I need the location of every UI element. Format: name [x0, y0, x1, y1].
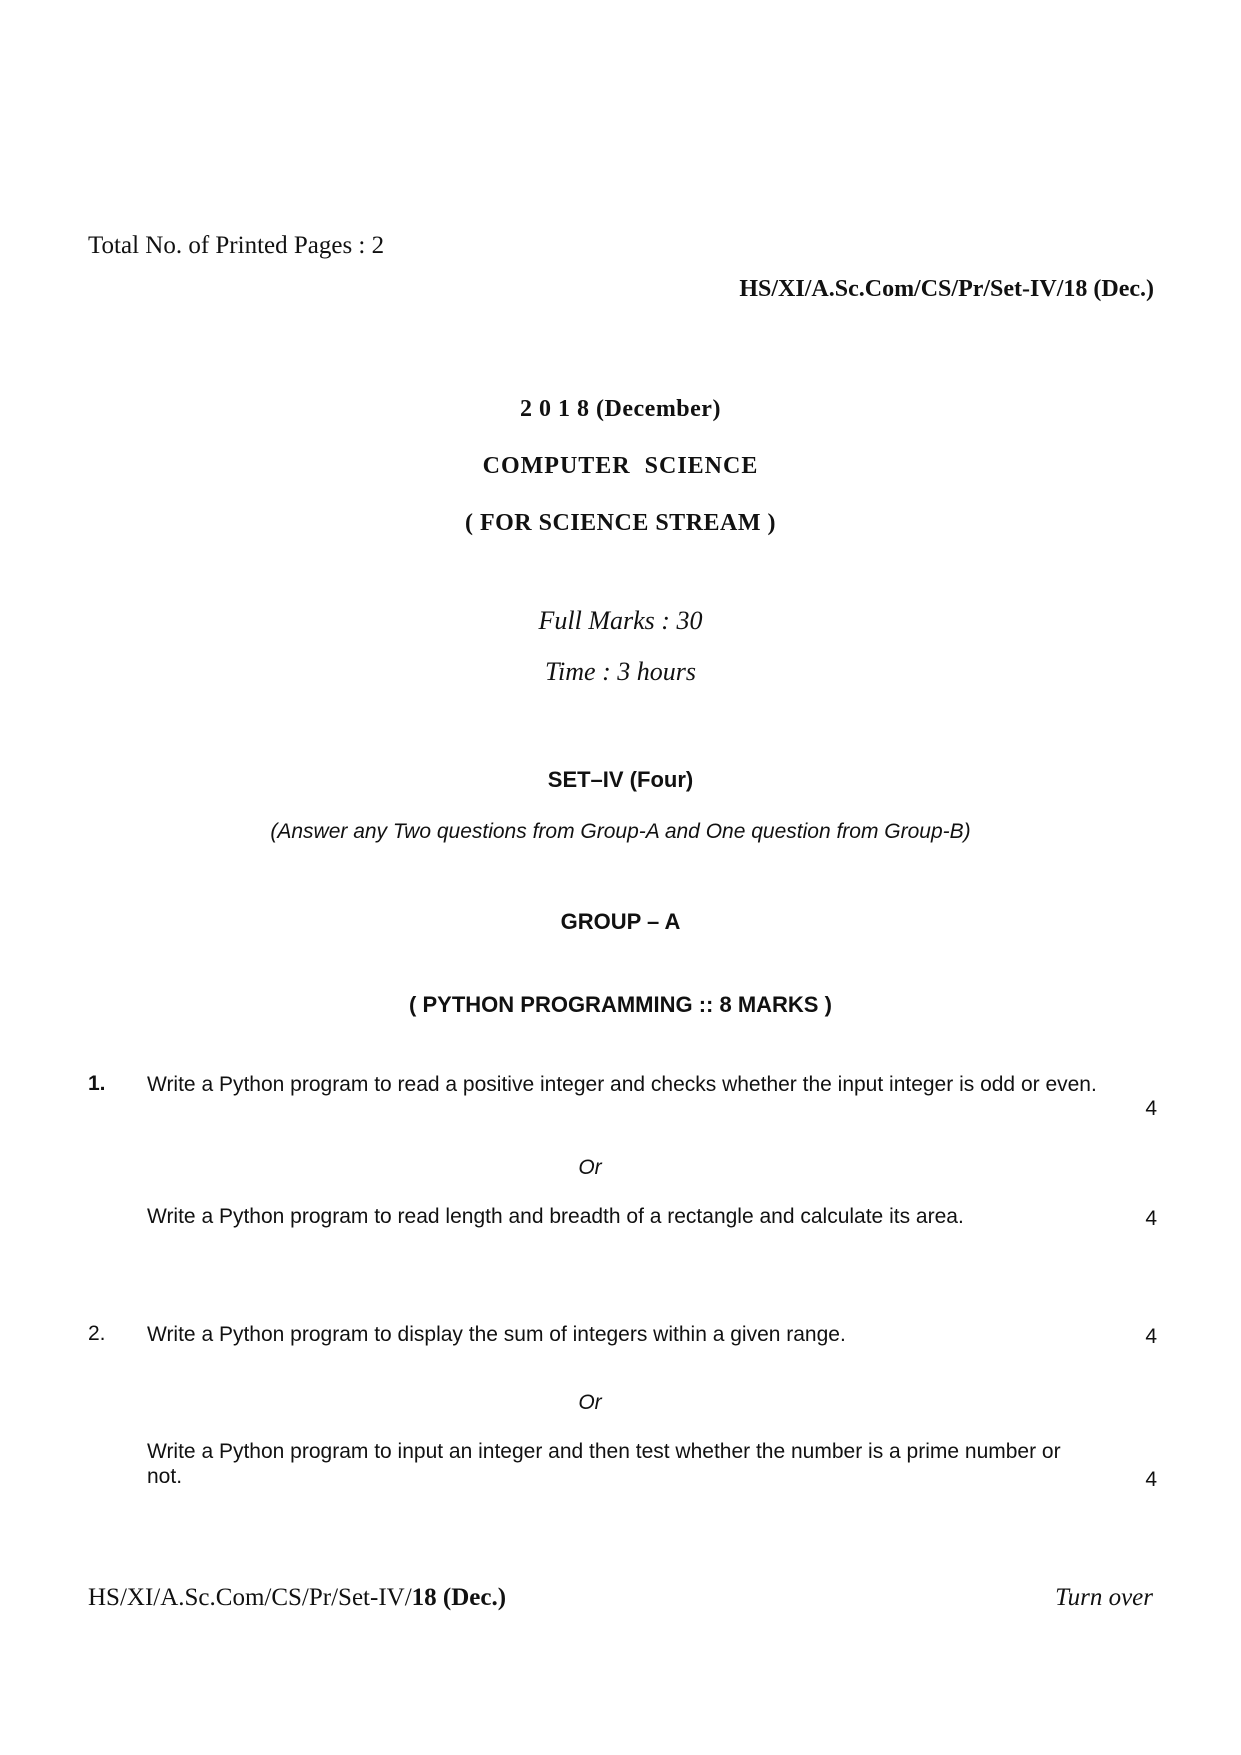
exam-time: Time : 3 hours: [545, 657, 696, 686]
question-marks: 4: [1145, 1325, 1157, 1348]
paper-code-prefix: HS/XI/A.Sc.Com/CS/Pr/Set-IV/: [88, 1584, 412, 1611]
section-heading: ( PYTHON PROGRAMMING :: 8 MARKS ): [409, 992, 832, 1017]
alternative-question-marks: 4: [1145, 1468, 1157, 1491]
exam-year: 2 0 1 8 (December): [520, 396, 721, 422]
paper-code-header: HS/XI/A.Sc.Com/CS/Pr/Set-IV/18 (Dec.): [739, 276, 1154, 302]
alternative-question-marks: 4: [1145, 1207, 1157, 1230]
turn-over-label: Turn over: [1055, 1584, 1153, 1611]
exam-subject: COMPUTER SCIENCE: [482, 453, 759, 479]
printed-pages-count: Total No. of Printed Pages : 2: [88, 232, 385, 259]
instruction-text: (Answer any Two questions from Group-A and One question from Group-B): [270, 820, 971, 843]
question-number: 1.: [88, 1072, 106, 1095]
question-text: Write a Python program to display the sum of integers within a given range.: [147, 1323, 846, 1346]
question-number: 2.: [88, 1322, 106, 1345]
paper-code-suffix: 18 (Dec.): [411, 1584, 507, 1611]
question-text: Write a Python program to read a positive integer and checks whether the input integer is odd or even.: [147, 1073, 1097, 1096]
paper-code-footer: [88, 1584, 506, 1612]
or-separator: Or: [578, 1391, 602, 1414]
full-marks: Full Marks : 30: [538, 606, 703, 635]
alternative-question-text: Write a Python program to read length and breadth of a rectangle and calculate its area.: [147, 1205, 964, 1228]
set-label: SET–IV (Four): [547, 767, 694, 792]
or-separator: Or: [578, 1156, 602, 1179]
alternative-question-text: Write a Python program to input an integer and then test whether the number is a prime number or not.: [147, 1440, 1061, 1488]
exam-stream: ( FOR SCIENCE STREAM ): [464, 510, 777, 536]
group-heading: GROUP – A: [560, 909, 681, 934]
question-marks: 4: [1145, 1097, 1157, 1120]
